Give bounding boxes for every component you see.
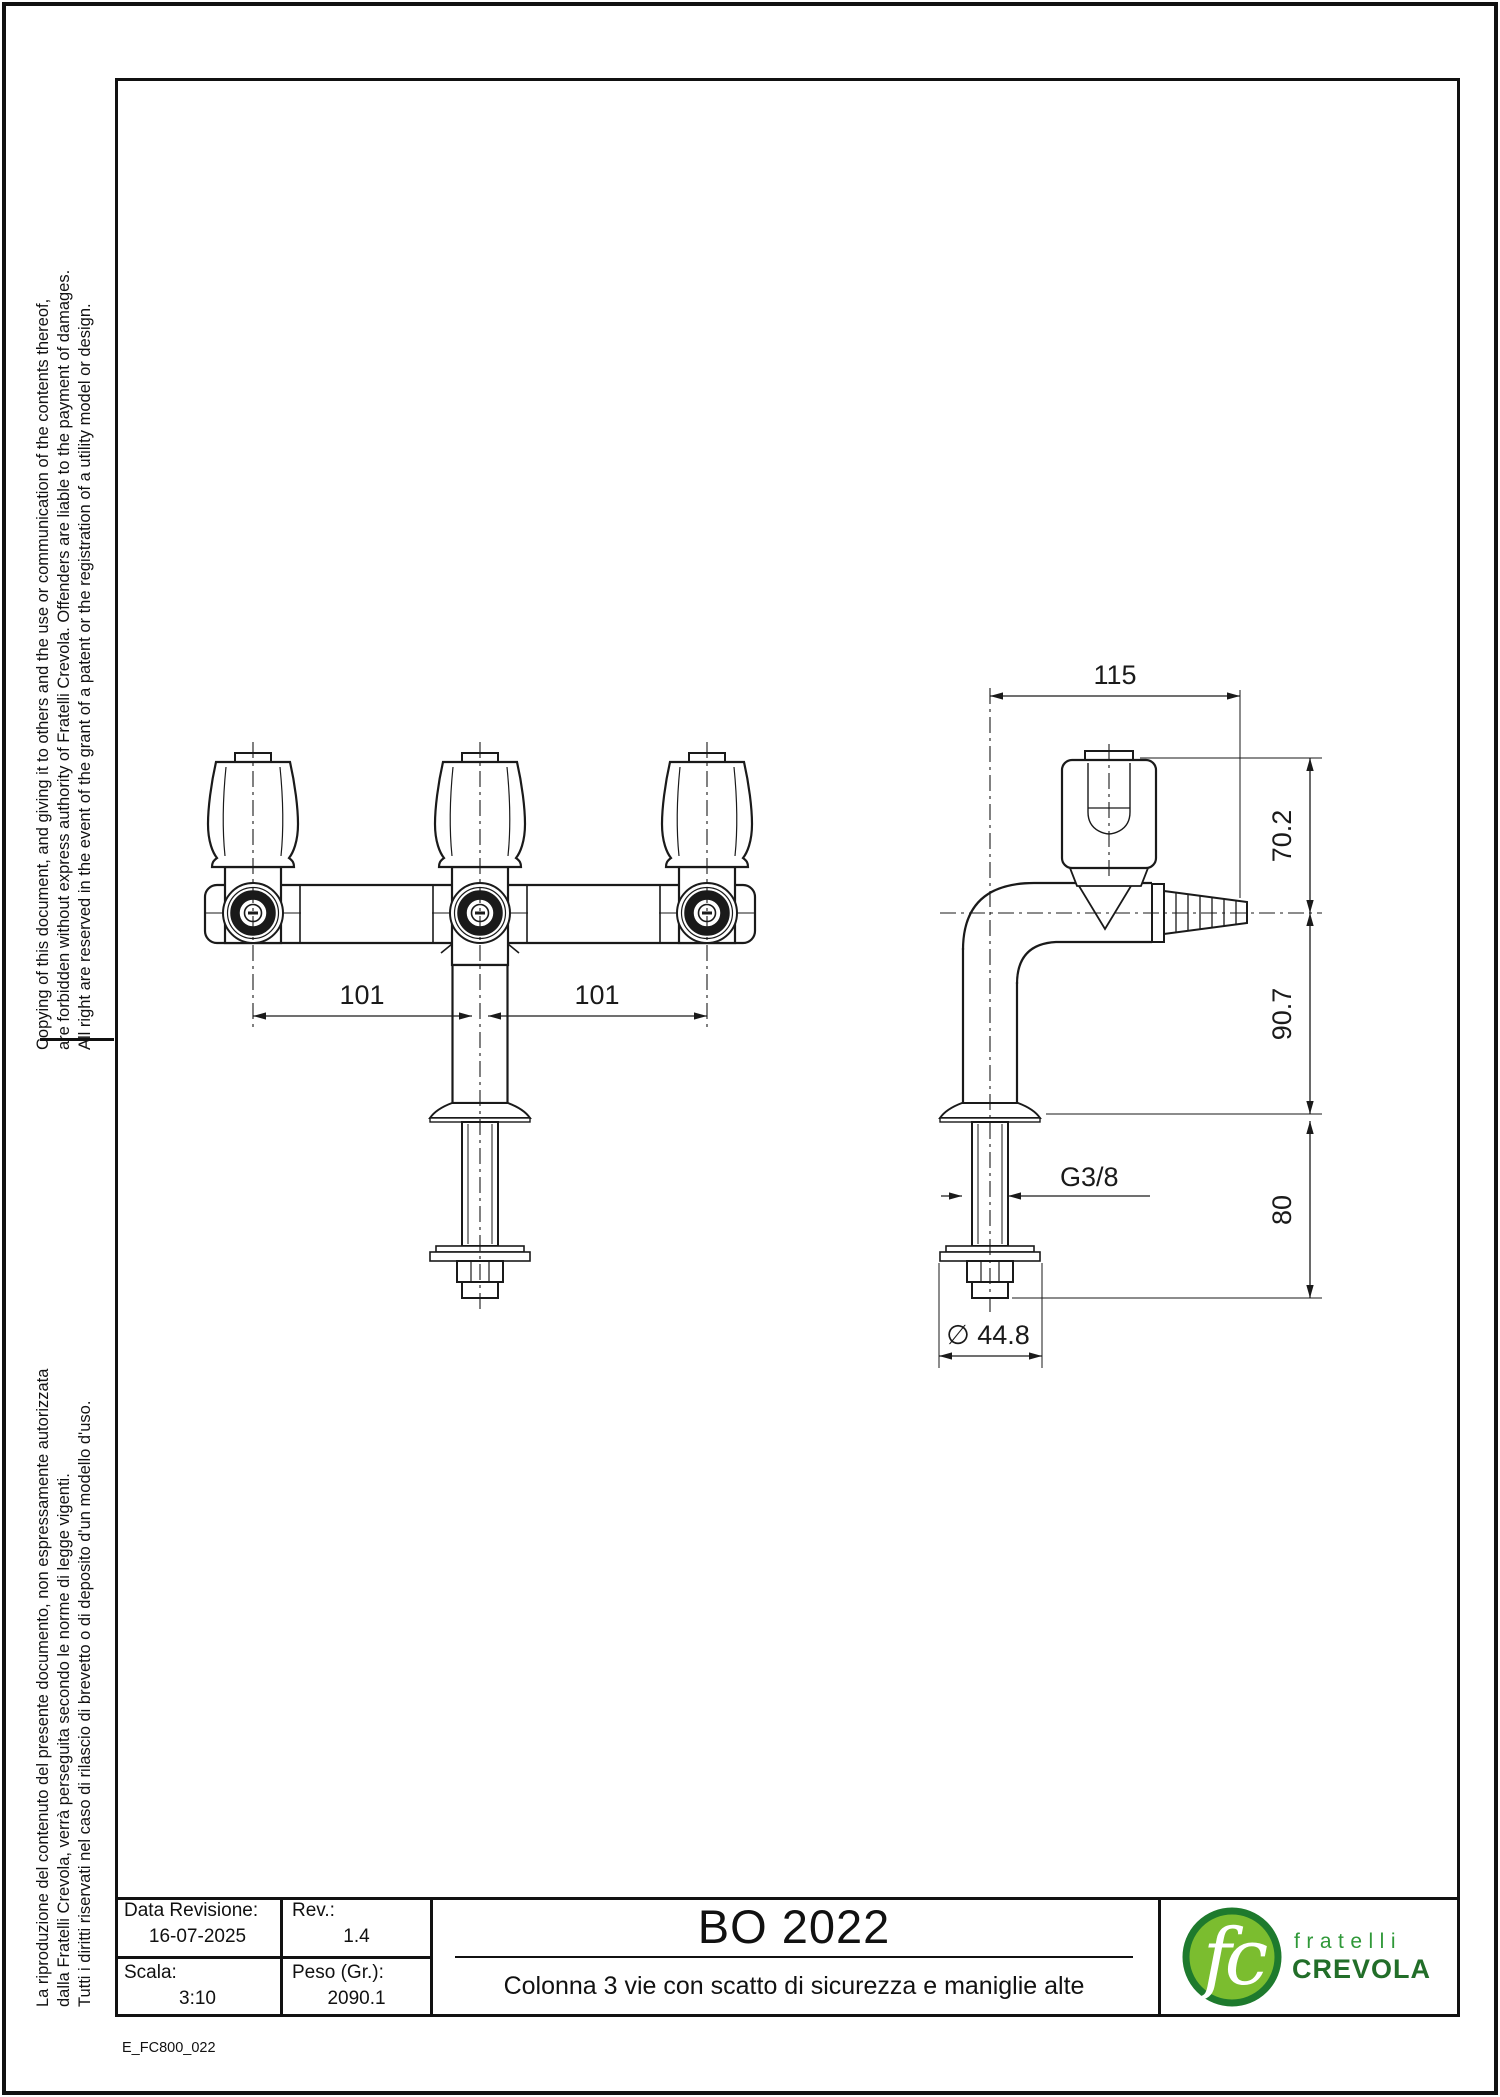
dim-thread: G3/8: [1060, 1162, 1119, 1192]
legal-text-it-line2: dalla Fratelli Crevola, verrà perseguita secondo le norme di legge vigenti.: [55, 1473, 73, 2007]
legal-text-en-line1: Copying of this document, and giving it to others and the use or communication of the contents thereof,: [34, 298, 52, 1050]
revision-date-label: Data Revisione:: [124, 1900, 259, 1921]
cell-revision-date: [115, 1897, 280, 1956]
document-code: E_FC800_022: [122, 2040, 216, 2056]
rev-value: 1.4: [343, 1926, 370, 1947]
title-block: [115, 1897, 1460, 2017]
legal-text-en-line3: All right are reserved in the event of the grant of a patent or the registration of a utility model or design.: [76, 303, 94, 1050]
company-logo: [1158, 1900, 1460, 2014]
scale-label: Scala:: [124, 1962, 177, 1983]
legal-text-it-line1: La riproduzione del contenuto del presente documento, non espressamente autorizzata: [34, 1368, 52, 2007]
dim-handle-height: 70.2: [1267, 809, 1297, 863]
rev-label: Rev.:: [292, 1900, 335, 1921]
weight-value: 2090.1: [327, 1988, 386, 2009]
dim-pitch-right: 101: [574, 980, 620, 1010]
cell-scale: [115, 1959, 280, 2017]
dim-body-height: 90.7: [1267, 987, 1297, 1041]
legal-text-en-line2: are forbidden without express authority of Fratelli Crevola. Offenders are liable to the payment of damages.: [55, 269, 73, 1050]
revision-date-value: 16-07-2025: [148, 1926, 247, 1947]
cell-rev: [283, 1897, 430, 1956]
technical-drawing: [115, 78, 1460, 1897]
legal-text-it-line3: Tutti i diritti riservati nel caso di rilascio di brevetto o di deposito d'un modello d'uso.: [76, 1400, 94, 2007]
part-number: BO 2022: [697, 1900, 891, 1953]
logo-wordmark-line2: CREVOLA: [1292, 1954, 1432, 1984]
dim-reach: 115: [1093, 660, 1137, 690]
weight-label: Peso (Gr.):: [292, 1962, 384, 1983]
front-view: [205, 742, 755, 1312]
cell-weight: [283, 1959, 430, 2017]
logo-monogram: fc: [1202, 1913, 1262, 2003]
scale-value: 3:10: [179, 1988, 216, 2009]
side-view: [939, 660, 1322, 1368]
dim-pitch-left: 101: [339, 980, 385, 1010]
legal-text-english: [33, 270, 96, 1050]
part-title: Colonna 3 vie con scatto di sicurezza e maniglie alte: [503, 1971, 1085, 2000]
legal-text-italian: [33, 1369, 96, 2007]
logo-wordmark-line1: fratelli: [1294, 1930, 1403, 1953]
dim-base-diameter: ∅ 44.8: [946, 1320, 1030, 1350]
dim-shank-length: 80: [1267, 1194, 1297, 1226]
